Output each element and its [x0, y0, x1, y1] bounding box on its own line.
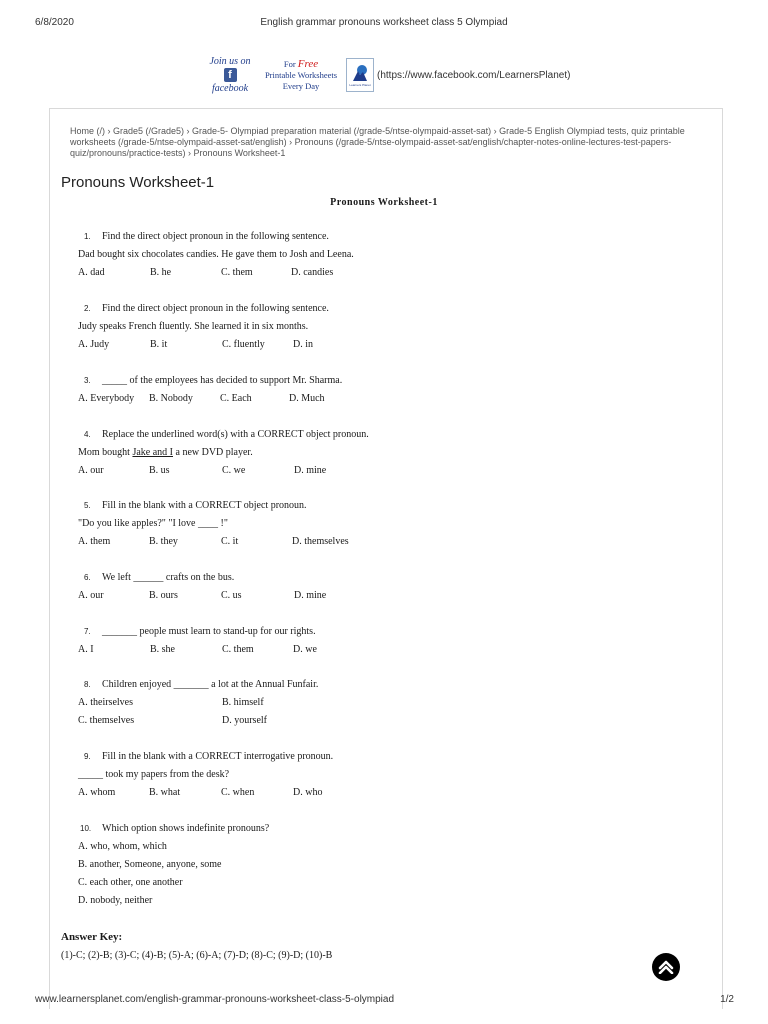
- print-title: English grammar pronouns worksheet class 5 Olympiad: [260, 17, 508, 28]
- question-sentence: [78, 444, 698, 462]
- join-us-text: Join us on: [209, 56, 251, 67]
- answer-key-label: Answer Key:: [61, 931, 123, 943]
- option-b: B. what: [149, 787, 181, 798]
- question-sentence: "Do you like apples?" "I love ____ !": [78, 518, 228, 529]
- page-url: www.learnersplanet.com/english-grammar-pronouns-worksheet-class-5-olympiad: [35, 994, 395, 1005]
- question-stem: Children enjoyed _______ a lot at the Annual Funfair.: [102, 679, 319, 690]
- options-row: [78, 264, 698, 282]
- learners-planet-logo: [346, 58, 374, 92]
- question-number: 10.: [80, 824, 92, 833]
- chevron-up-icon: [658, 960, 674, 974]
- options-row: [78, 641, 698, 659]
- option-a: A. dad: [78, 267, 105, 278]
- question-2: [78, 300, 698, 354]
- question-number: 8.: [84, 680, 91, 689]
- sentence-end: a new DVD player.: [173, 447, 253, 458]
- option-a: A. I: [78, 644, 94, 655]
- options-row: [78, 587, 698, 605]
- free-text: Free: [297, 57, 319, 70]
- option-d: D. nobody, neither: [78, 895, 153, 906]
- question-stem: Which option shows indefinite pronouns?: [102, 823, 270, 834]
- option-b: B. it: [150, 339, 168, 350]
- breadcrumb[interactable]: Home (/) › Grade5 (/Grade5) › Grade-5- Olympiad preparation material (/grade-5/ntse-olympaid-asset-sat) › Grade-5 English Olympiad tests, quiz printable worksheets (/grade-5/ntse-olympaid-asset-sat/english) › Pronouns (/grade-5/ntse-olympaid-asset-sat/english/chapter-notes-online-lectures-test-papers-quiz/pronouns/practice-tests) › Pronouns Worksheet-1: [70, 126, 685, 158]
- facebook-icon: f: [224, 68, 237, 82]
- option-d: D. in: [293, 339, 313, 350]
- scroll-to-top-button[interactable]: [652, 953, 680, 981]
- option-c: C. it: [221, 536, 239, 547]
- question-stem: Replace the underlined word(s) with a CORRECT object pronoun.: [102, 429, 369, 440]
- question-number: 9.: [84, 752, 91, 761]
- page-number: 1/2: [720, 994, 734, 1005]
- learners-planet-logo-text: Learners Planet: [349, 83, 371, 87]
- option-b: B. she: [150, 644, 175, 655]
- question-number: 4.: [84, 430, 91, 439]
- option-d: D. who: [293, 787, 323, 798]
- option-c: C. them: [221, 267, 253, 278]
- option-a: A. whom: [78, 787, 116, 798]
- option-c: C. when: [221, 787, 255, 798]
- option-b: B. us: [149, 465, 170, 476]
- free-worksheets-promo: [258, 59, 344, 92]
- sentence-start: Mom bought: [78, 447, 133, 458]
- option-a: A. them: [78, 536, 111, 547]
- option-a: A. our: [78, 590, 104, 601]
- question-stem: Fill in the blank with a CORRECT interrogative pronoun.: [102, 751, 334, 762]
- option-b: B. himself: [222, 697, 264, 708]
- question-number: 2.: [84, 304, 91, 313]
- for-text: For: [283, 58, 296, 69]
- option-d: D. yourself: [222, 715, 267, 726]
- option-a: A. our: [78, 465, 104, 476]
- page-title: Pronouns Worksheet-1: [61, 174, 215, 191]
- option-c: C. each other, one another: [78, 877, 183, 888]
- join-facebook-badge[interactable]: [204, 56, 256, 94]
- options-row: [78, 533, 698, 551]
- question-stem: Find the direct object pronoun in the following sentence.: [102, 303, 329, 314]
- question-number: 6.: [84, 573, 91, 582]
- answer-key-text: (1)-C; (2)-B; (3)-C; (4)-B; (5)-A; (6)-A; (7)-D; (8)-C; (9)-D; (10)-B: [61, 950, 333, 961]
- question-6: [78, 569, 698, 605]
- question-number: 3.: [84, 376, 91, 385]
- option-a: A. who, whom, which: [78, 841, 167, 852]
- option-b: B. ours: [149, 590, 178, 601]
- options-row: [78, 462, 698, 480]
- option-c: C. fluently: [222, 339, 265, 350]
- option-a: A. Everybody: [78, 393, 135, 404]
- question-10: [78, 820, 698, 910]
- option-b: B. another, Someone, anyone, some: [78, 859, 222, 870]
- option-d: D. Much: [289, 393, 325, 404]
- print-date: 6/8/2020: [35, 17, 74, 28]
- option-d: D. mine: [294, 590, 327, 601]
- options-row: [78, 336, 698, 354]
- options-row: [78, 712, 698, 730]
- facebook-text: facebook: [211, 83, 249, 94]
- question-number: 7.: [84, 627, 91, 636]
- option-d: D. mine: [294, 465, 327, 476]
- every-day-text: Every Day: [282, 80, 320, 91]
- option-b: B. they: [149, 536, 178, 547]
- options-row: [78, 694, 698, 712]
- option-a: A. Judy: [78, 339, 110, 350]
- option-c: C. themselves: [78, 715, 135, 726]
- underlined-words: Jake and I: [132, 447, 173, 458]
- question-sentence: _____ took my papers from the desk?: [78, 769, 230, 780]
- question-stem: We left ______ crafts on the bus.: [102, 572, 235, 583]
- question-number: 1.: [84, 232, 91, 241]
- option-b: B. Nobody: [149, 393, 193, 404]
- question-stem: _____ of the employees has decided to support Mr. Sharma.: [102, 375, 343, 386]
- option-c: C. we: [222, 465, 246, 476]
- option-a: A. theirselves: [78, 697, 133, 708]
- option-d: D. candies: [291, 267, 334, 278]
- question-sentence: Judy speaks French fluently. She learned it in six months.: [78, 321, 309, 332]
- question-7: [78, 623, 698, 659]
- question-1: [78, 228, 698, 282]
- question-4: [78, 426, 698, 480]
- question-number: 5.: [84, 501, 91, 510]
- option-d: D. we: [293, 644, 317, 655]
- question-sentence: Dad bought six chocolates candies. He gave them to Josh and Leena.: [78, 249, 354, 260]
- question-8: [78, 676, 698, 730]
- question-stem: Find the direct object pronoun in the following sentence.: [102, 231, 329, 242]
- options-row: [78, 784, 698, 802]
- option-c: C. us: [221, 590, 242, 601]
- facebook-banner[interactable]: [204, 55, 570, 95]
- question-stem: _______ people must learn to stand-up for our rights.: [102, 626, 316, 637]
- question-9: [78, 748, 698, 802]
- question-3: [78, 372, 698, 408]
- option-c: C. Each: [220, 393, 252, 404]
- option-d: D. themselves: [292, 536, 349, 547]
- option-c: C. them: [222, 644, 254, 655]
- options-row: [78, 390, 698, 408]
- question-stem: Fill in the blank with a CORRECT object pronoun.: [102, 500, 307, 511]
- printable-worksheets-text: Printable Worksheets: [264, 69, 338, 80]
- question-5: [78, 497, 698, 551]
- option-b: B. he: [150, 267, 172, 278]
- facebook-link[interactable]: (https://www.facebook.com/LearnersPlanet): [377, 69, 571, 81]
- learners-planet-logo-icon: [350, 63, 370, 83]
- worksheet-heading: Pronouns Worksheet-1: [330, 197, 438, 208]
